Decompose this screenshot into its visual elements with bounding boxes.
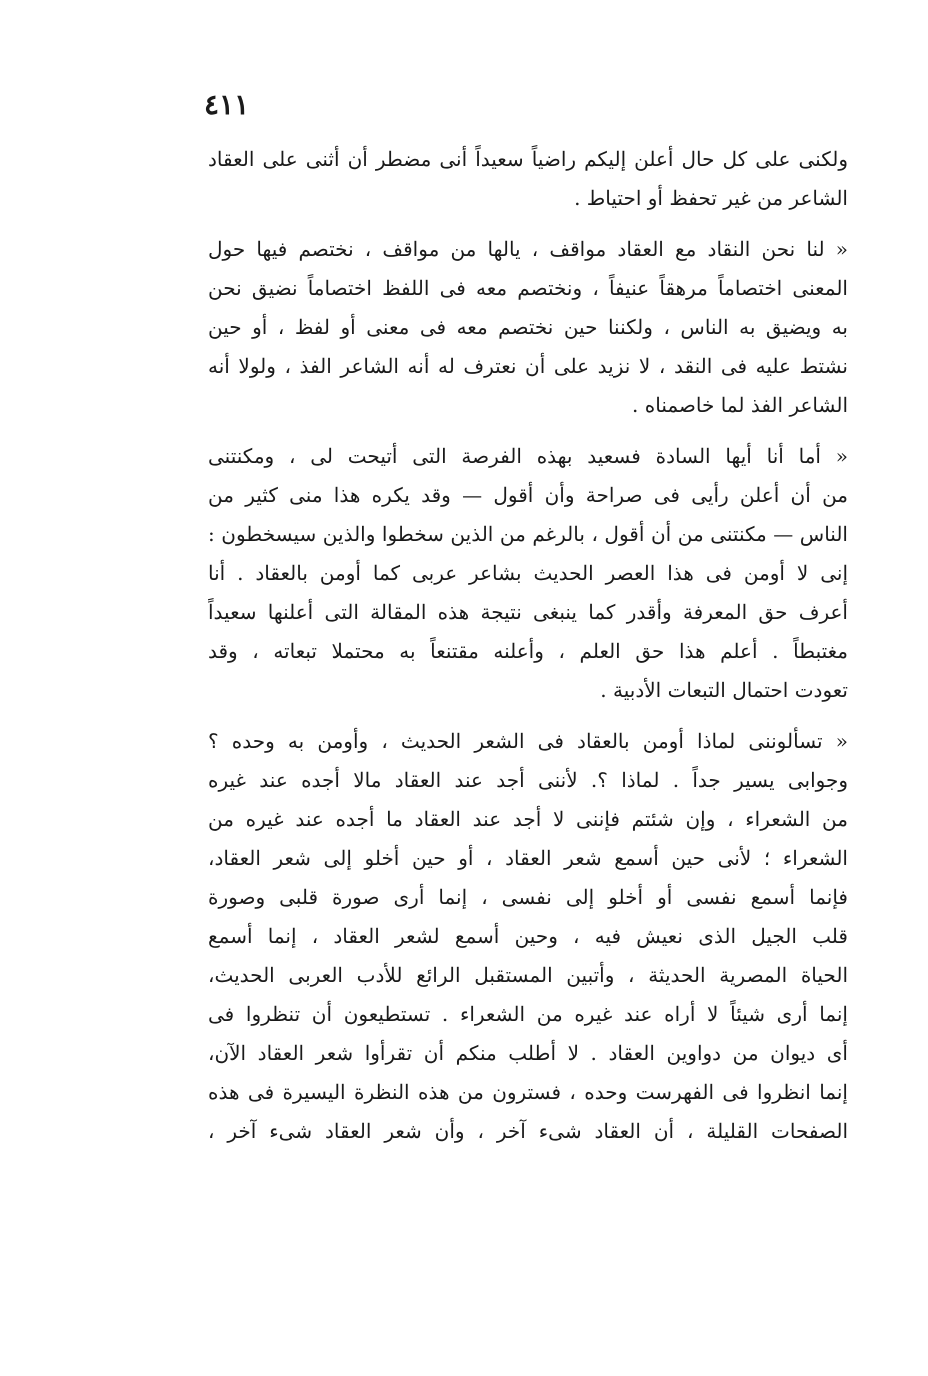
text-line: قلب الجيل الذى نعيش فيه ، وحين أسمع لشعر العقاد ، إنما أسمع: [208, 924, 848, 948]
text-line: من أن أعلن رأيى فى صراحة وأن أقول — وقد يكره هذا منى كثير من: [208, 483, 848, 507]
text-line: إنما انظروا فى الفهرست وحده ، فسترون من هذه النظرة اليسيرة فى هذه: [208, 1080, 848, 1104]
text-line: تعودت احتمال التبعات الأدبية .: [600, 678, 848, 702]
text-line: الشاعر الفذ لما خاصمناه .: [632, 393, 848, 417]
text-line: مغتبطاً . أعلم هذا حق العلم ، وأعلنه مقتنعاً به محتملا تبعاته ، وقد: [208, 639, 848, 663]
body-text: [208, 140, 848, 1151]
text-line: به ويضيق به الناس ، ولكننا حين نختصم معه فى معنى أو لفظ ، أو حين: [208, 315, 848, 339]
text-line: فإنما أسمع نفسى أو أخلو إلى نفسى ، إنما أرى صورة قلبى وصورة: [208, 885, 848, 909]
text-line: الشعراء ؛ لأنى حين أسمع شعر العقاد ، أو حين أخلو إلى شعر العقاد،: [208, 846, 848, 870]
text-line: من الشعراء ، وإن شئتم فإننى لا أجد عند العقاد ما أجده عند غيره من: [208, 807, 848, 831]
text-line: إنى لا أومن فى هذا العصر الحديث بشاعر عربى كما أومن بالعقاد . أنا: [208, 561, 848, 585]
text-line: ولكنى على كل حال أعلن إليكم راضياً سعيداً أنى مضطر أن أثنى على العقاد: [208, 147, 848, 171]
page-number: ٤١١: [204, 88, 250, 121]
paragraph-1: [208, 140, 848, 218]
text-line: الشاعر من غير تحفظ أو احتياط .: [574, 186, 848, 210]
text-line: الناس — مكنتنى من أن أقول ، بالرغم من الذين سخطوا والذين سيسخطون :: [208, 522, 848, 546]
text-line: إنما أرى شيئاً لا أراه عند غيره من الشعراء . تستطيعون أن تنظروا فى: [208, 1002, 848, 1026]
text-line: نشتط عليه فى النقد ، لا نزيد على أن نعترف له أنه الشاعر الفذ ، ولولا أنه: [208, 354, 848, 378]
text-line: « أما أنا أيها السادة فسعيد بهذه الفرصة التى أتيحت لى ، ومكنتنى: [208, 444, 848, 468]
text-line: الحياة المصرية الحديثة ، وأتبين المستقبل الرائع للأدب العربى الحديث،: [208, 963, 848, 987]
text-line: المعنى اختصاماً مرهقاً عنيفاً ، ونختصم معه فى اللفظ اختصاماً نضيق نحن: [208, 276, 848, 300]
paragraph-3: [208, 437, 848, 710]
text-line: « تسألوننى لماذا أومن بالعقاد فى الشعر الحديث ، وأومن به وحده ؟: [208, 729, 848, 753]
paragraph-2: [208, 230, 848, 425]
paragraph-4: [208, 722, 848, 1151]
text-line: أعرف حق المعرفة وأقدر كما ينبغى نتيجة هذه المقالة التى أعلنها سعيداً: [208, 600, 848, 624]
text-line: الصفحات القليلة ، أن العقاد شىء آخر ، وأن شعر العقاد شىء آخر ،: [208, 1119, 848, 1143]
text-line: وجوابى يسير جداً . لماذا ؟. لأننى أجد عند العقاد مالا أجده عند غيره: [208, 768, 848, 792]
text-line: « لنا نحن النقاد مع العقاد مواقف ، يالها من مواقف ، نختصم فيها حول: [208, 237, 848, 261]
text-line: أى ديوان من دواوين العقاد . لا أطلب منكم أن تقرأوا شعر العقاد الآن،: [208, 1041, 848, 1065]
